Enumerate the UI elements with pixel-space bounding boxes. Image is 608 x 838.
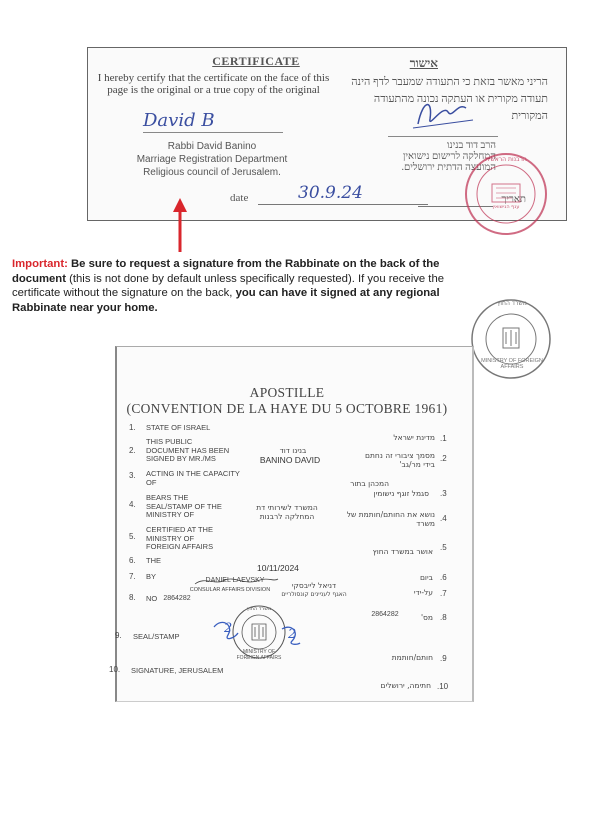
rabbinate-stamp [462,150,550,238]
row-7-official-he: דניאל לייבסקי [291,581,337,590]
row-1-he-num: .1 [440,434,447,443]
row-7-en: BY [146,572,157,581]
mfa-stamp [468,296,554,382]
row-3-capacity: סגמל זוגף נישומין [373,489,429,498]
rabbi-department: Marriage Registration Department [136,154,288,165]
row-9-he-num: .9 [440,654,447,663]
row-10-num: 10. [109,665,121,674]
row-5-he: אושר במשרד החוץ [372,547,433,556]
row-9-num: 9. [115,631,122,640]
rabbi-name: Rabbi David Banino [167,141,257,152]
important-note [12,257,492,315]
row-2-signer-en: BANINO DAVID [259,455,321,465]
apostille-subtitle: (CONVENTION DE LA HAYE DU 5 OCTOBRE 1961) [126,401,448,416]
row-3-en: ACTING IN THE CAPACITY OF [146,469,240,487]
hebrew-department: המחלקה לרישום נישואין [402,151,496,162]
certificate-text: I hereby certify that the certificate on the face of this page is the original or a true copy of the original [97,72,330,96]
row-8-number-he: 2864282 [371,611,399,618]
row-9-en: SEAL/STAMP [133,632,180,641]
row-4-en: BEARS THE SEAL/STAMP OF THE MINISTRY OF [146,493,222,519]
seal-text-he: משרד החוץ [246,606,272,612]
signature-hebrew [388,110,498,137]
hebrew-rabbi-name: הרב דוד בנינו [446,140,496,151]
row-7-he: על-ידי [413,588,433,597]
row-8-en: NO [146,594,158,603]
row-4-ministry-he: המשרד לשירותי דת המחלקה לרבנות [256,503,318,521]
seal-mark-right: 2 [288,627,297,642]
row-3-he-num: .3 [440,489,447,498]
row-6-he: ביום [419,573,433,582]
row-4-he-num: .4 [440,514,447,523]
hebrew-council: המועצה הדתית ירושלים. [401,162,496,173]
important-part2: (this is not done by default unless specifically requested). If you receive the certificate without the signature on the back, [12,272,445,299]
row-7-num: 7. [129,572,136,581]
date-line [258,204,428,205]
stamp-top-sub: ענף הנישואין [492,204,520,210]
hebrew-title: אישור [409,56,438,70]
row-2-he-num: .2 [440,454,447,463]
date-value: 30.9.24 [298,183,363,203]
important-part1: Be sure to request a signature from the Rabbinate on the back of the document [12,258,440,285]
hebrew-text: הריני מאשר בזאת כי התעודה שמעבר לדף הינה תעודה מקורית או העתקה נכונה מהתעודה המקורית [351,76,548,122]
row-6-num: 6. [129,556,136,565]
stamp-top-text: הרבנות הראשית [485,156,527,163]
mfa-seal [212,603,302,661]
row-1-en: STATE OF ISRAEL [146,423,211,432]
row-5-num: 5. [129,532,136,541]
row-7-he-num: .7 [440,589,447,598]
row-3-num: 3. [129,471,136,480]
row-5-he-num: .5 [440,543,447,552]
apostille-signature [190,574,280,588]
row-6-he-num: .6 [440,573,447,582]
row-10-he-num: .10 [437,682,449,691]
date-label: date [230,192,249,204]
row-4-he: נושא את החותם/חותמת של משרד [346,510,435,528]
row-2-signer-he: בנינו דוד [279,446,307,455]
important-part3: you can have it signed at any regional Rabbinate near your home. [12,287,440,314]
signature-english: David B [143,110,283,133]
row-10-en: SIGNATURE, JERUSALEM [131,666,224,675]
row-8-number: 2864282 [163,595,191,602]
row-1-he: מדינת ישראל [393,433,435,442]
row-2-en: THIS PUBLIC DOCUMENT HAS BEEN SIGNED BY MR./MS [146,437,230,463]
mfa-stamp-text: MINISTRY OF FOREIGN AFFAIRS [481,358,543,370]
row-7-division-en: CONSULAR AFFAIRS DIVISION [189,587,271,593]
row-3-he: המכהן בתור [350,479,389,488]
rabbi-council: Religious council of Jerusalem. [143,167,281,178]
hebrew-date-label: תאריך [501,194,526,205]
row-7-official-en: DANIEL LAEVSKY [205,577,265,584]
row-8-he: מס' [420,613,433,622]
row-9-he: חותם/חותמת [391,653,433,662]
row-8-he-num: .8 [440,613,447,622]
certificate-title: CERTIFICATE [212,54,300,68]
row-5-en: CERTIFIED AT THE MINISTRY OF FOREIGN AFFAIRS [146,525,214,551]
rabbi-block-english [112,140,312,179]
row-6-en: THE [146,556,161,565]
row-6-date: 10/11/2024 [257,563,299,573]
seal-text-en: MINISTRY OF FOREIGN AFFAIRS [236,649,282,661]
row-2-he: מסמך ציבורי זה נחתם בידי מר/גב' [365,451,435,469]
apostille-title: APOSTILLE [249,385,325,400]
mfa-stamp-hebrew: משרד החוץ [497,300,527,307]
row-10-he: חתימה, ירושלים [380,681,431,690]
red-arrow-icon [170,198,190,254]
important-label: Important: [12,258,68,270]
row-2-num: 2. [129,446,136,455]
row-4-num: 4. [129,500,136,509]
row-7-division-he: האגף לעניינים קונסולריים [281,591,347,598]
row-1-num: 1. [129,423,136,432]
row-8-num: 8. [129,593,136,602]
seal-mark-left: 2 [224,621,233,636]
